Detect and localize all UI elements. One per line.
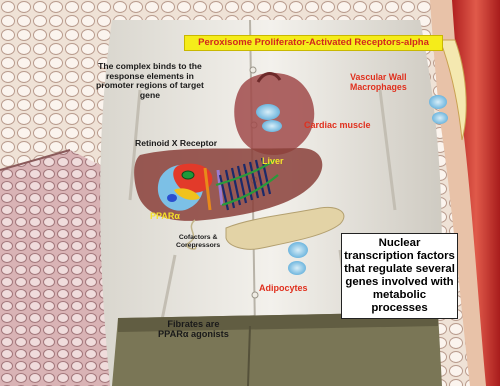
complex-binds-label: The complex binds to the response elements in promoter regions of target gene [96, 61, 204, 100]
title-banner: Peroxisome Proliferator-Activated Receptors-alpha [184, 35, 443, 51]
cardiac-muscle-label: Cardiac muscle [304, 120, 371, 130]
liver-label: Liver [262, 156, 284, 166]
cofactors-label: Cofactors & Corepressors [176, 234, 221, 249]
note-box [341, 233, 458, 319]
retinoid-x-receptor-label: Retinoid X Receptor [135, 138, 218, 148]
ppar-alpha-label: PPARα [150, 211, 180, 221]
note-text: Nuclear transcription factors that regulate several genes involved with metabolic processes [344, 236, 455, 315]
fibrates-label: Fibrates are PPARα agonists [158, 319, 229, 340]
vascular-wall-label: Vascular Wall Macrophages [350, 72, 407, 92]
adipocytes-label: Adipocytes [259, 283, 308, 293]
